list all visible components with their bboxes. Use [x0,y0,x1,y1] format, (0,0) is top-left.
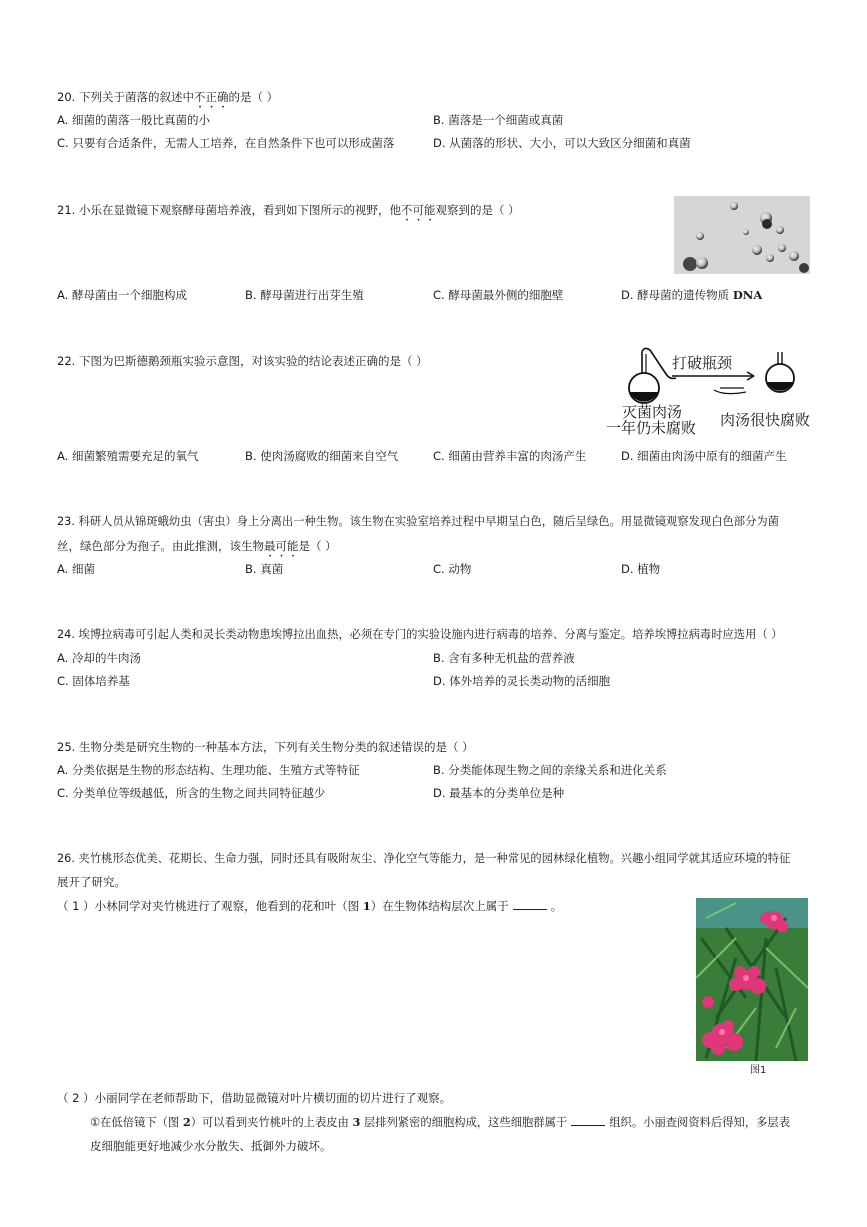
q26-part1-post: ）在生物体结构层次上属于 [370,899,509,913]
q23-option-d[interactable]: D. 植物 [621,562,661,576]
q22-option-d[interactable]: D. 细菌由肉汤中原有的细菌产生 [621,449,787,463]
q26-part2-a-pre: ①在低倍镜下（图 [90,1116,183,1129]
q23-stem-line1: 23. 科研人员从锦斑蛾幼虫（害虫）身上分离出一种生物。该生物在实验室培养过程中早期呈白色，随后呈绿色。用显微镜观察发现白色部分为菌 [57,515,779,528]
q20-stem-pre: 20. 下列关于菌落的叙述中 [57,90,194,104]
q26-part1-pre: （ 1 ）小林同学对夹竹桃进行了观察，他看到的花和叶（图 [57,899,363,913]
figure1-caption: 图1 [750,1065,767,1076]
q21-option-c[interactable]: C. 酵母菌最外侧的细胞壁 [433,288,564,302]
q22-option-c[interactable]: C. 细菌由营养丰富的肉汤产生 [433,449,587,463]
q26-part2-a [90,1114,790,1131]
q23-stem-line2-pre: 丝，绿色部分为孢子。由此推测，该生物 [57,539,264,553]
q26-part2-a-post: 层排列紧密的细胞构成，这些细胞群属于 [360,1116,568,1129]
q23-option-c[interactable]: C. 动物 [433,562,472,576]
q21-stem-emph: 不可能 [400,203,436,217]
yeast-micrograph [674,196,810,274]
q21-stem-pre: 21. 小乐在显微镜下观察酵母菌培养液，看到如下图所示的视野，他 [57,203,401,217]
pasteur-flask-figure [604,344,814,436]
q21-option-d-text: D. 酵母菌的遗传物质 [621,288,733,302]
yeast-cells-graphic [674,196,810,274]
flask-label-break-neck: 打破瓶颈 [672,354,733,372]
q25-option-b[interactable]: B. 分类能体现生物之间的亲缘关系和进化关系 [433,763,667,777]
q26-part1-end: 。 [550,899,563,913]
q22-option-a[interactable]: A. 细菌繁殖需要充足的氧气 [57,449,199,463]
q23-stem-line2-emph: 最可能 [264,539,299,553]
q20-option-a[interactable]: A. 细菌的菌落一般比真菌的小 [57,113,210,127]
q22-stem: 22. 下图为巴斯德鹅颈瓶实验示意图，对该实验的结论表述正确的是（ ） [57,354,428,368]
q24-stem: 24. 埃博拉病毒可引起人类和灵长类动物患埃博拉出血热，必须在专门的实验设施内进行病毒的培养、分离与鉴定。培养埃博拉病毒时应选用（ ） [57,628,783,641]
q21-option-d[interactable] [621,287,762,303]
q23-option-a[interactable]: A. 细菌 [57,562,95,576]
q20-option-c[interactable]: C. 只要有合适条件，无需人工培养，在自然条件下也可以形成菌落 [57,136,395,150]
q23-stem-line2-post: 是（ ） [298,539,337,553]
q21-option-b[interactable]: B. 酵母菌进行出芽生殖 [245,288,364,302]
q20-stem-post: 的是（ ） [228,90,279,104]
q23-stem-line2 [57,538,337,560]
q26-part2-b: 皮细胞能更好地减少水分散失、抵御外力破坏。 [90,1139,332,1153]
q24-option-d[interactable]: D. 体外培养的灵长类动物的活细胞 [433,674,611,688]
q20-option-d[interactable]: D. 从菌落的形状、大小，可以大致区分细菌和真菌 [433,136,691,150]
q22-option-b[interactable]: B. 使肉汤腐败的细菌来自空气 [245,449,399,463]
q24-option-a[interactable]: A. 冷却的牛肉汤 [57,651,141,665]
q26-part2-a-num: 3 [352,1115,361,1129]
q25-option-c[interactable]: C. 分类单位等级越低，所含的生物之间共同特征越少 [57,786,326,800]
q21-option-a[interactable]: A. 酵母菌由一个细胞构成 [57,288,187,302]
q26-part1-answer-blank[interactable] [513,898,547,910]
q23-option-b[interactable]: B. 真菌 [245,562,284,576]
q26-part2-a-fig-num: 2 [182,1115,191,1129]
flask-label-no-spoil: 一年仍未腐败 [606,419,697,436]
q26-part2-a-mid: ）可以看到夹竹桃叶的上表皮由 [190,1116,353,1129]
q25-option-d[interactable]: D. 最基本的分类单位是种 [433,786,565,800]
flask-label-quick-spoil: 肉汤很快腐败 [720,411,811,429]
oleander-photo [696,898,808,1061]
q25-stem: 25. 生物分类是研究生物的一种基本方法，下列有关生物分类的叙述错误的是（ ） [57,740,474,754]
q21-stem-post: 观察到的是（ ） [435,203,520,217]
oleander-graphic [696,898,808,1061]
q26-stem-line2: 展开了研究。 [57,875,126,889]
q26-part2-a-end: 组织。小丽查阅资料后得知，多层表 [609,1116,791,1129]
q26-stem-line1: 26. 夹竹桃形态优美、花期长、生命力强，同时还具有吸附灰尘、净化空气等能力，是一种常见的园林绿化植物。兴趣小组同学就其适应环境的特征 [57,852,791,865]
q26-part2-a-answer-blank[interactable] [571,1114,605,1126]
q26-part1 [57,898,562,914]
q24-option-b[interactable]: B. 含有多种无机盐的营养液 [433,651,575,665]
q21-stem [57,202,520,224]
flask-label-sterile-broth: 灭菌肉汤 [622,403,683,421]
q20-stem [57,89,278,111]
q20-option-b[interactable]: B. 菌落是一个细菌或真菌 [433,113,564,127]
q25-option-a[interactable]: A. 分类依据是生物的形态结构、生理功能、生殖方式等特征 [57,763,360,777]
q24-option-c[interactable]: C. 固体培养基 [57,674,130,688]
q21-option-d-bold: DNA [732,288,763,302]
q26-part2: （ 2 ）小丽同学在老师帮助下，借助显微镜对叶片横切面的切片进行了观察。 [57,1091,452,1105]
q26-part1-fig-num: 1 [362,899,371,913]
q20-stem-emph: 不正确 [193,90,229,104]
